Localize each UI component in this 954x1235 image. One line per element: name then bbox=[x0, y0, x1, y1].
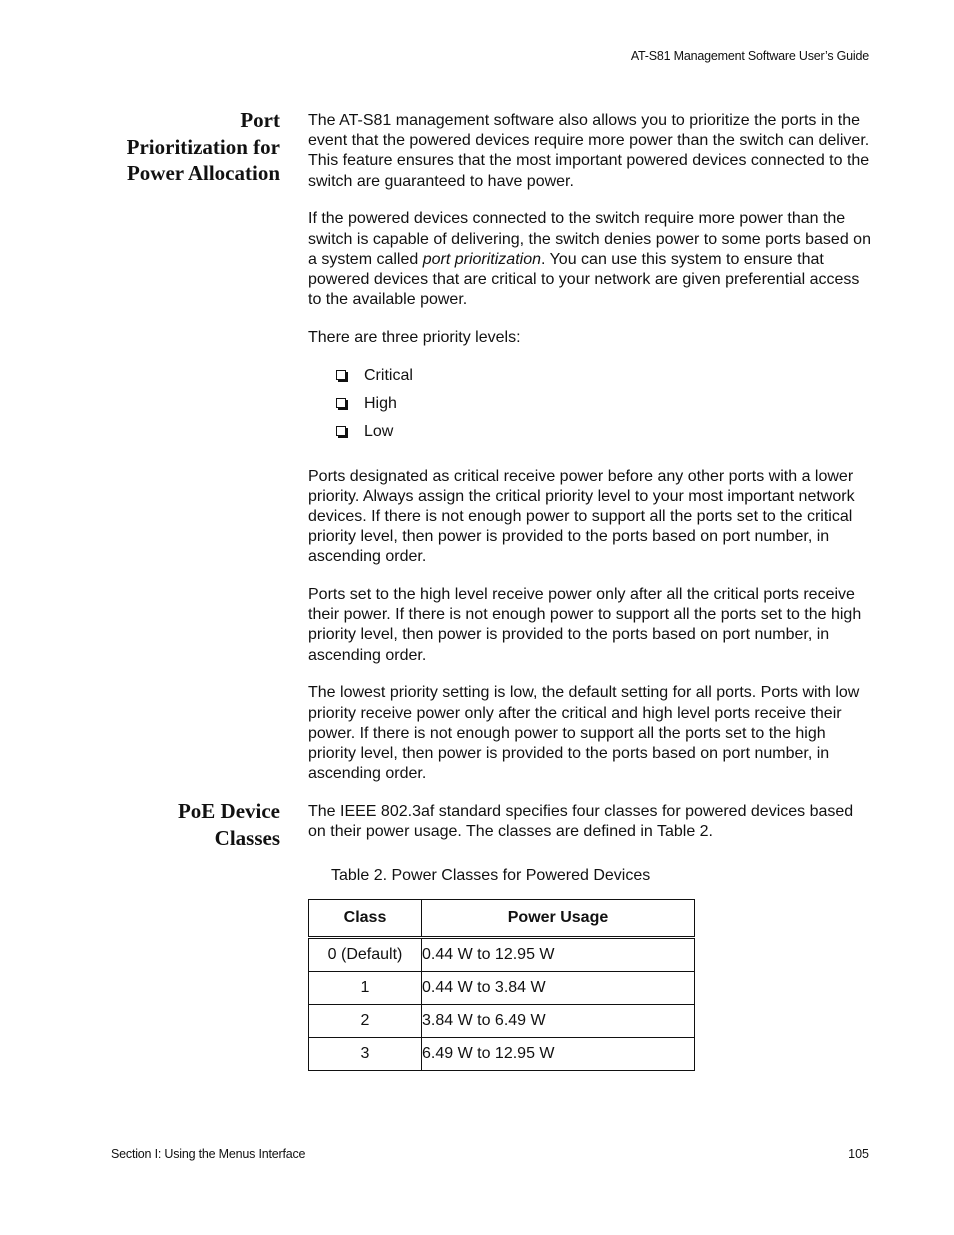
priority-levels-list bbox=[308, 366, 873, 450]
port-prioritization-body bbox=[308, 111, 873, 802]
table-cell-power: 0.44 W to 12.95 W bbox=[422, 938, 695, 972]
paragraph: The IEEE 802.3af standard specifies four classes for powered devices based on their power usage. The classes are defined in Table 2. bbox=[308, 803, 854, 841]
list-item bbox=[336, 422, 873, 450]
text-run: . You can use this system to ensure that powered devices that are critical to your network are given preferential access to the available power. bbox=[308, 250, 860, 309]
table-row bbox=[309, 938, 695, 972]
heading-line: PoE Device bbox=[177, 799, 280, 823]
paragraph bbox=[308, 209, 873, 310]
checkbox-bullet-icon bbox=[336, 426, 346, 436]
table-row bbox=[309, 1005, 695, 1038]
term-port-prioritization: port prioritization bbox=[422, 250, 541, 268]
running-header: AT-S81 Management Software User’s Guide bbox=[630, 49, 869, 63]
paragraph: The AT-S81 management software also allows you to prioritize the ports in the event that the powered devices require more power than the switch can deliver. This feature ensures that the most important powered devices connected to the switch are guaranteed to have power. bbox=[308, 112, 870, 190]
table-cell-power: 0.44 W to 3.84 W bbox=[422, 972, 695, 1005]
checkbox-bullet-icon bbox=[336, 370, 346, 380]
list-item bbox=[336, 366, 873, 394]
section-heading-port-prioritization bbox=[80, 107, 280, 187]
heading-line: Classes bbox=[214, 825, 280, 850]
column-header-class: Class bbox=[309, 900, 422, 938]
text-run: If the powered devices connected to the switch require more power than the switch is capable of delivering, the switch denies power to some ports based on a system called bbox=[308, 210, 871, 268]
column-header-power-usage: Power Usage bbox=[422, 900, 695, 938]
paragraph: There are three priority levels: bbox=[308, 328, 521, 346]
list-item-label: Low bbox=[364, 422, 394, 440]
heading-line: Prioritization for bbox=[126, 134, 280, 159]
heading-line: Port bbox=[240, 108, 280, 132]
table-cell-power: 3.84 W to 6.49 W bbox=[422, 1005, 695, 1038]
table-caption: Table 2. Power Classes for Powered Devices bbox=[331, 867, 651, 884]
footer-section-label: Section I: Using the Menus Interface bbox=[111, 1147, 306, 1161]
power-classes-table bbox=[308, 899, 695, 1071]
table-cell-power: 6.49 W to 12.95 W bbox=[422, 1038, 695, 1071]
list-item-label: High bbox=[364, 394, 397, 412]
table-header-row bbox=[309, 900, 695, 938]
list-item bbox=[336, 394, 873, 422]
table-row bbox=[309, 1038, 695, 1071]
table-cell-class: 2 bbox=[309, 1005, 422, 1038]
heading-line: Power Allocation bbox=[126, 161, 280, 185]
table-row bbox=[309, 972, 695, 1005]
table-cell-class: 1 bbox=[309, 972, 422, 1005]
section-heading-poe-device-classes bbox=[80, 798, 280, 851]
poe-classes-body bbox=[308, 802, 873, 860]
table-cell-class: 3 bbox=[309, 1038, 422, 1071]
page-number: 105 bbox=[848, 1147, 869, 1161]
paragraph: The lowest priority setting is low, the default setting for all ports. Ports with low priority receive power only after the critical and high level ports receive their power. If there is not enough power to support all the ports set to the high priority level, then power is provided to the ports based on port number, in ascending order. bbox=[308, 684, 860, 783]
paragraph: Ports designated as critical receive power before any other ports with a lower priority. Always assign the critical priority level to your most important network devices. If there is not enough power to support all the ports set to the critical priority level, then power is provided to the ports based on port number, in ascending order. bbox=[308, 467, 855, 566]
table-cell-class: 0 (Default) bbox=[309, 938, 422, 972]
paragraph: Ports set to the high level receive power only after all the critical ports receive their power. If there is not enough power to support all the ports set to the high priority level, then power is provided to the ports based on port number, in ascending order. bbox=[308, 586, 862, 664]
checkbox-bullet-icon bbox=[336, 398, 346, 408]
list-item-label: Critical bbox=[364, 366, 413, 384]
